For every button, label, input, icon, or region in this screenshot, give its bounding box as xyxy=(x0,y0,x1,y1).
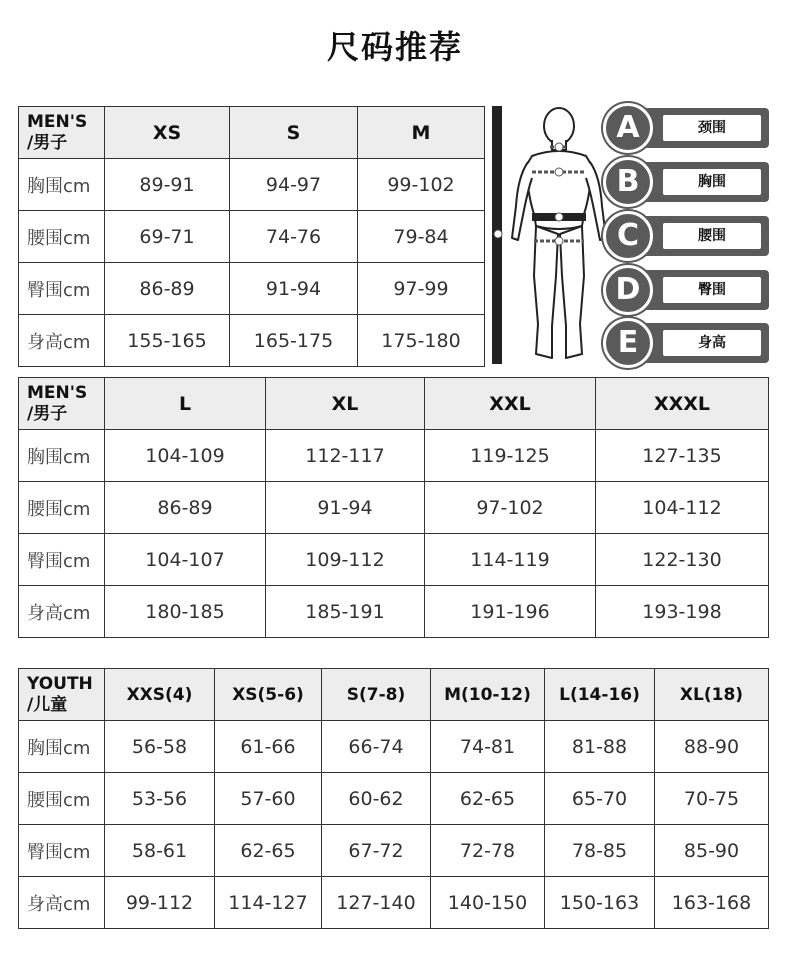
row-label: 臀围cm xyxy=(19,263,105,315)
legend-label: 臀围 xyxy=(663,277,761,303)
table-cell: 114-127 xyxy=(215,877,322,929)
table-cell: 104-109 xyxy=(105,430,266,482)
row-label: 身高cm xyxy=(19,315,105,367)
table-cell: 62-65 xyxy=(431,773,545,825)
table-cell: 175-180 xyxy=(358,315,485,367)
column-header: S(7-8) xyxy=(322,669,431,721)
table-cell: 88-90 xyxy=(655,721,769,773)
table-cell: 114-119 xyxy=(425,534,596,586)
table-row xyxy=(19,721,769,773)
table-cell: 74-81 xyxy=(431,721,545,773)
table-cell: 109-112 xyxy=(266,534,425,586)
table-cell: 81-88 xyxy=(545,721,655,773)
row-label: 身高cm xyxy=(19,877,105,929)
table-cell: 165-175 xyxy=(230,315,358,367)
table-cell: 122-130 xyxy=(596,534,769,586)
table-cell: 61-66 xyxy=(215,721,322,773)
legend-item-a xyxy=(603,106,769,150)
table-cell: 74-76 xyxy=(230,211,358,263)
legend-item-b xyxy=(603,160,769,204)
table-cell: 127-135 xyxy=(596,430,769,482)
legend-label: 身高 xyxy=(663,330,761,356)
legend-item-e xyxy=(603,321,769,365)
table-row xyxy=(19,825,769,877)
corner-line-2: /儿童 xyxy=(27,694,68,715)
column-header: XS xyxy=(105,107,230,159)
table-cell: 104-112 xyxy=(596,482,769,534)
table-cell: 127-140 xyxy=(322,877,431,929)
row-label: 腰围cm xyxy=(19,482,105,534)
legend-letter-badge: D xyxy=(603,265,653,315)
corner-line-1: MEN'S xyxy=(27,111,88,132)
column-header: XL xyxy=(266,378,425,430)
mens-size-table-small xyxy=(18,106,485,367)
column-header: XXS(4) xyxy=(105,669,215,721)
table-cell: 69-71 xyxy=(105,211,230,263)
table-cell: 58-61 xyxy=(105,825,215,877)
column-header: M xyxy=(358,107,485,159)
row-label: 胸围cm xyxy=(19,721,105,773)
table-row xyxy=(19,211,485,263)
table-cell: 53-56 xyxy=(105,773,215,825)
column-header: L xyxy=(105,378,266,430)
column-header: L(14-16) xyxy=(545,669,655,721)
page-title: 尺码推荐 xyxy=(326,28,463,66)
table-row xyxy=(19,263,485,315)
table-cell: 56-58 xyxy=(105,721,215,773)
row-label: 身高cm xyxy=(19,586,105,638)
legend-label: 颈围 xyxy=(663,115,761,141)
table-cell: 112-117 xyxy=(266,430,425,482)
column-header: M(10-12) xyxy=(431,669,545,721)
table-header-row xyxy=(19,669,769,721)
row-label: 腰围cm xyxy=(19,211,105,263)
table-row xyxy=(19,482,769,534)
table-cell: 180-185 xyxy=(105,586,266,638)
table-row xyxy=(19,534,769,586)
table-cell: 191-196 xyxy=(425,586,596,638)
corner-line-2: /男子 xyxy=(27,403,68,424)
table-corner-label xyxy=(19,378,105,430)
column-header: XL(18) xyxy=(655,669,769,721)
table-cell: 86-89 xyxy=(105,263,230,315)
row-label: 胸围cm xyxy=(19,159,105,211)
table-cell: 140-150 xyxy=(431,877,545,929)
legend-item-c xyxy=(603,214,769,258)
legend-label: 腰围 xyxy=(663,223,761,249)
youth-size-table xyxy=(18,668,769,929)
corner-line-1: MEN'S xyxy=(27,382,88,403)
table-cell: 78-85 xyxy=(545,825,655,877)
table-cell: 97-99 xyxy=(358,263,485,315)
table-cell: 72-78 xyxy=(431,825,545,877)
table-cell: 119-125 xyxy=(425,430,596,482)
row-label: 胸围cm xyxy=(19,430,105,482)
row-label: 臀围cm xyxy=(19,534,105,586)
column-header: XS(5-6) xyxy=(215,669,322,721)
table-row xyxy=(19,430,769,482)
table-cell: 99-112 xyxy=(105,877,215,929)
table-cell: 86-89 xyxy=(105,482,266,534)
table-row xyxy=(19,586,769,638)
table-cell: 104-107 xyxy=(105,534,266,586)
corner-line-1: YOUTH xyxy=(27,673,93,694)
table-row xyxy=(19,877,769,929)
table-cell: 89-91 xyxy=(105,159,230,211)
column-header: S xyxy=(230,107,358,159)
table-corner-label xyxy=(19,669,105,721)
table-corner-label xyxy=(19,107,105,159)
table-cell: 70-75 xyxy=(655,773,769,825)
table-cell: 185-191 xyxy=(266,586,425,638)
table-cell: 99-102 xyxy=(358,159,485,211)
mens-size-table-large xyxy=(18,377,769,638)
table-cell: 85-90 xyxy=(655,825,769,877)
row-label: 臀围cm xyxy=(19,825,105,877)
column-header: XXXL xyxy=(596,378,769,430)
table-cell: 91-94 xyxy=(266,482,425,534)
table-cell: 57-60 xyxy=(215,773,322,825)
legend-item-d xyxy=(603,268,769,312)
table-header-row xyxy=(19,378,769,430)
table-row xyxy=(19,159,485,211)
legend-letter-badge: E xyxy=(603,318,653,368)
table-row xyxy=(19,773,769,825)
table-cell: 163-168 xyxy=(655,877,769,929)
table-cell: 150-163 xyxy=(545,877,655,929)
table-cell: 97-102 xyxy=(425,482,596,534)
table-header-row xyxy=(19,107,485,159)
corner-line-2: /男子 xyxy=(27,132,68,153)
table-cell: 62-65 xyxy=(215,825,322,877)
table-cell: 66-74 xyxy=(322,721,431,773)
body-figure-illustration xyxy=(492,106,612,368)
table-cell: 79-84 xyxy=(358,211,485,263)
legend-label: 胸围 xyxy=(663,169,761,195)
table-cell: 193-198 xyxy=(596,586,769,638)
column-header: XXL xyxy=(425,378,596,430)
table-cell: 60-62 xyxy=(322,773,431,825)
row-label: 腰围cm xyxy=(19,773,105,825)
table-cell: 94-97 xyxy=(230,159,358,211)
legend-letter-badge: C xyxy=(603,211,653,261)
table-cell: 155-165 xyxy=(105,315,230,367)
table-cell: 67-72 xyxy=(322,825,431,877)
table-cell: 65-70 xyxy=(545,773,655,825)
table-row xyxy=(19,315,485,367)
legend-letter-badge: A xyxy=(603,103,653,153)
table-cell: 91-94 xyxy=(230,263,358,315)
legend-letter-badge: B xyxy=(603,157,653,207)
